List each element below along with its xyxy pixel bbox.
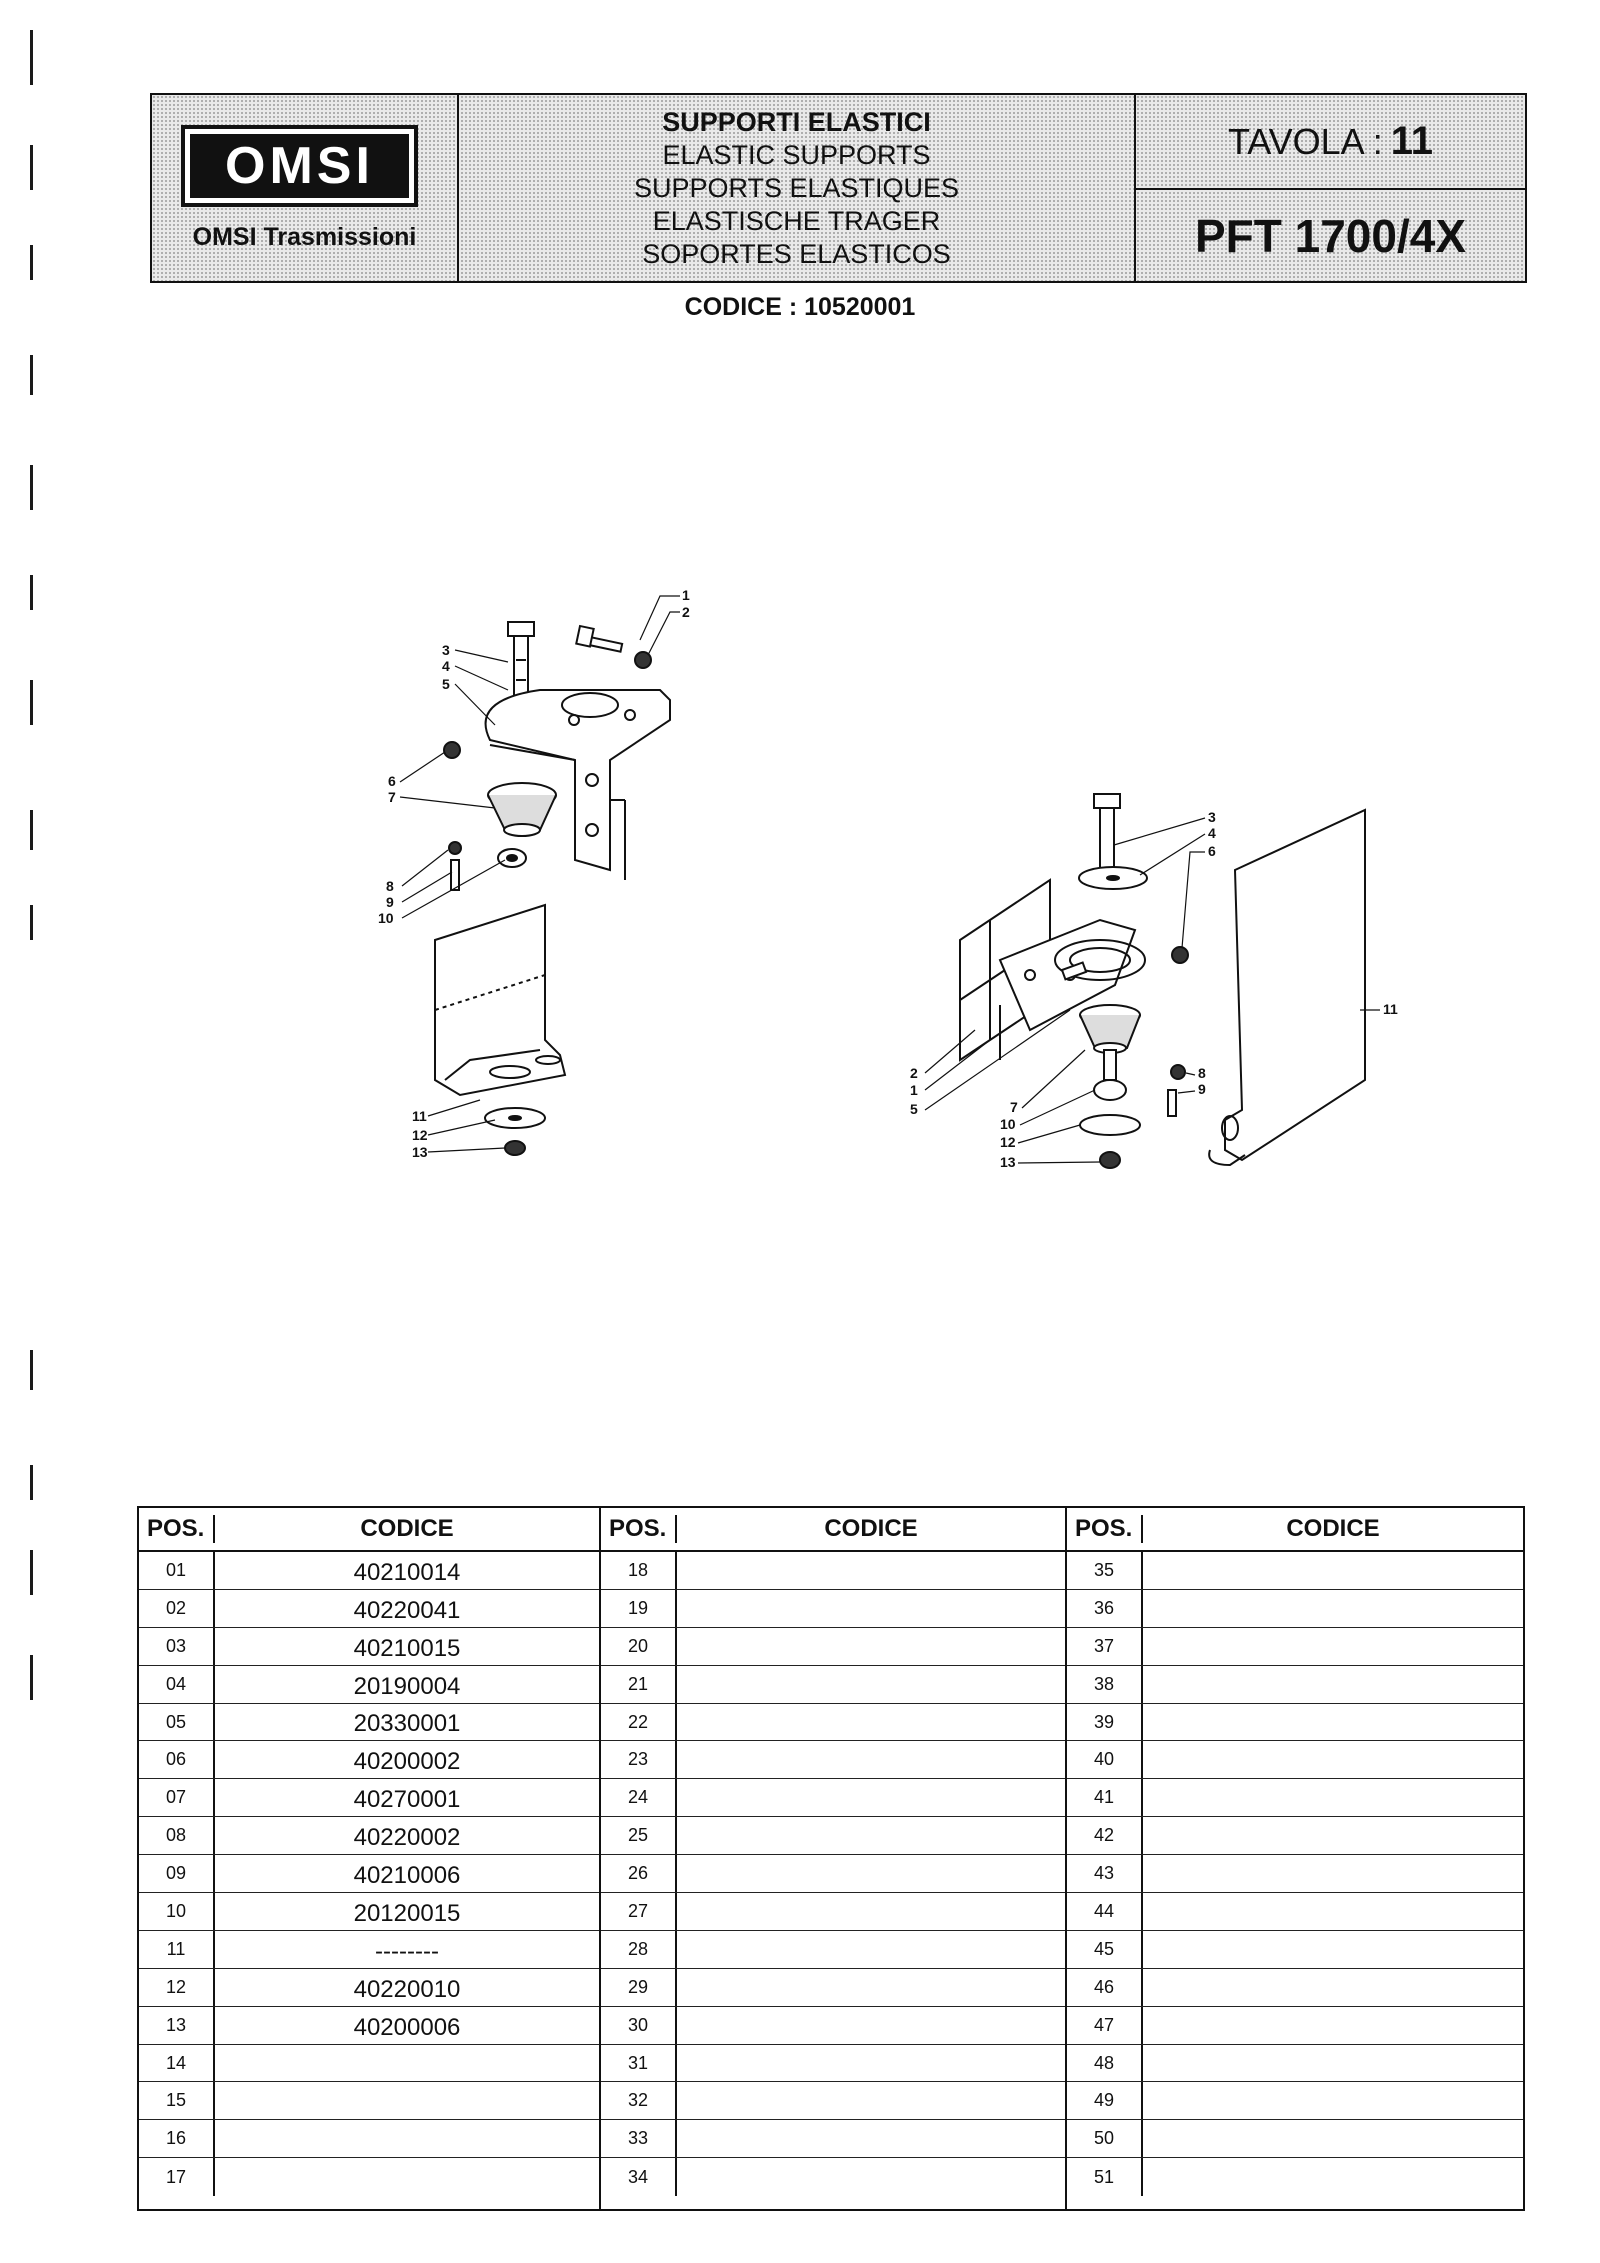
pos-cell: 43 bbox=[1067, 1855, 1143, 1892]
table-row bbox=[139, 1893, 599, 1931]
pos-cell: 37 bbox=[1067, 1628, 1143, 1665]
table-row bbox=[1067, 1779, 1523, 1817]
callout-label: 10 bbox=[378, 910, 394, 926]
table-row bbox=[601, 1666, 1065, 1704]
code-cell bbox=[1143, 1779, 1523, 1816]
callout-label: 3 bbox=[1208, 809, 1216, 825]
title-english: ELASTIC SUPPORTS bbox=[662, 139, 931, 170]
code-cell bbox=[1143, 2158, 1523, 2196]
plate-value: 11 bbox=[1390, 119, 1434, 163]
table-row bbox=[1067, 2158, 1523, 2196]
callout-label: 12 bbox=[1000, 1134, 1016, 1150]
code-cell bbox=[215, 2158, 599, 2196]
table-row bbox=[1067, 2045, 1523, 2083]
company-name: OMSI Trasmissioni bbox=[192, 223, 417, 251]
pos-cell: 33 bbox=[601, 2120, 677, 2157]
pos-cell: 13 bbox=[139, 2007, 215, 2044]
pos-cell: 35 bbox=[1067, 1552, 1143, 1589]
table-row bbox=[601, 1628, 1065, 1666]
code-cell bbox=[677, 1628, 1065, 1665]
code-cell bbox=[677, 1855, 1065, 1892]
code-cell bbox=[1143, 1893, 1523, 1930]
code-cell bbox=[1143, 2045, 1523, 2082]
code-cell bbox=[677, 1666, 1065, 1703]
title-italian: SUPPORTI ELASTICI bbox=[662, 106, 931, 137]
pos-cell: 16 bbox=[139, 2120, 215, 2157]
code-cell bbox=[677, 1552, 1065, 1589]
table-row bbox=[1067, 1969, 1523, 2007]
table-row bbox=[139, 1855, 599, 1893]
table-row bbox=[601, 1704, 1065, 1742]
callout-label: 7 bbox=[1010, 1099, 1018, 1115]
code-header: CODICE bbox=[360, 1515, 454, 1542]
code-cell bbox=[1143, 1628, 1523, 1665]
code-header: CODICE bbox=[824, 1515, 918, 1542]
pos-cell: 24 bbox=[601, 1779, 677, 1816]
table-row bbox=[601, 1969, 1065, 2007]
table-row bbox=[601, 1779, 1065, 1817]
pos-cell: 09 bbox=[139, 1855, 215, 1892]
pos-cell: 12 bbox=[139, 1969, 215, 2006]
code-cell bbox=[677, 2158, 1065, 2196]
table-header bbox=[1067, 1508, 1523, 1552]
table-header bbox=[139, 1508, 599, 1552]
pos-cell: 40 bbox=[1067, 1741, 1143, 1778]
table-row bbox=[139, 1931, 599, 1969]
pos-cell: 25 bbox=[601, 1817, 677, 1854]
table-row bbox=[1067, 1628, 1523, 1666]
code-cell bbox=[1143, 1704, 1523, 1741]
code-cell bbox=[1143, 2120, 1523, 2157]
logo-text: OMSI bbox=[190, 134, 409, 198]
callout-label: 13 bbox=[1000, 1154, 1016, 1170]
table-row bbox=[601, 2082, 1065, 2120]
pos-cell: 03 bbox=[139, 1628, 215, 1665]
code-cell bbox=[1143, 1817, 1523, 1854]
code-cell bbox=[215, 2120, 599, 2157]
code-cell: 40220041 bbox=[353, 1596, 461, 1624]
callout-label: 3 bbox=[442, 642, 450, 658]
table-row bbox=[1067, 1552, 1523, 1590]
code-cell bbox=[677, 1704, 1065, 1741]
code-cell bbox=[1143, 1931, 1523, 1968]
pos-cell: 11 bbox=[139, 1931, 215, 1968]
pos-cell: 10 bbox=[139, 1893, 215, 1930]
title-german: ELASTISCHE TRAGER bbox=[652, 205, 941, 236]
code-cell bbox=[677, 2120, 1065, 2157]
table-row bbox=[601, 1855, 1065, 1893]
callout-label: 4 bbox=[442, 658, 450, 674]
pos-cell: 21 bbox=[601, 1666, 677, 1703]
table-row bbox=[601, 1590, 1065, 1628]
code-cell bbox=[677, 1779, 1065, 1816]
code-cell: 40210014 bbox=[353, 1558, 461, 1586]
pos-cell: 29 bbox=[601, 1969, 677, 2006]
pos-cell: 04 bbox=[139, 1666, 215, 1703]
code-cell bbox=[677, 1969, 1065, 2006]
table-row bbox=[601, 1817, 1065, 1855]
pos-cell: 45 bbox=[1067, 1931, 1143, 1968]
pos-cell: 31 bbox=[601, 2045, 677, 2082]
pos-cell: 46 bbox=[1067, 1969, 1143, 2006]
callout-label: 13 bbox=[412, 1144, 428, 1160]
pos-cell: 36 bbox=[1067, 1590, 1143, 1627]
table-row bbox=[601, 2120, 1065, 2158]
callout-label: 6 bbox=[1208, 843, 1216, 859]
pos-cell: 28 bbox=[601, 1931, 677, 1968]
pos-cell: 30 bbox=[601, 2007, 677, 2044]
pos-header: POS. bbox=[1067, 1515, 1143, 1543]
plate-label: TAVOLA : bbox=[1227, 120, 1383, 162]
pos-cell: 20 bbox=[601, 1628, 677, 1665]
table-row bbox=[1067, 2082, 1523, 2120]
pos-header: POS. bbox=[139, 1515, 215, 1543]
parts-column bbox=[1067, 1508, 1523, 2209]
callout-label: 2 bbox=[682, 604, 690, 620]
table-row bbox=[601, 2007, 1065, 2045]
pos-cell: 47 bbox=[1067, 2007, 1143, 2044]
table-header bbox=[601, 1508, 1065, 1552]
table-row bbox=[601, 1893, 1065, 1931]
scan-mark bbox=[30, 1350, 33, 1390]
code-cell bbox=[677, 2082, 1065, 2119]
pos-cell: 19 bbox=[601, 1590, 677, 1627]
callout-label: 5 bbox=[910, 1101, 918, 1117]
table-row bbox=[139, 2082, 599, 2120]
table-row bbox=[1067, 2120, 1523, 2158]
callout-label: 7 bbox=[388, 789, 396, 805]
code-cell bbox=[677, 1741, 1065, 1778]
pos-cell: 39 bbox=[1067, 1704, 1143, 1741]
callout-label: 10 bbox=[1000, 1116, 1016, 1132]
table-row bbox=[1067, 2007, 1523, 2045]
table-row bbox=[601, 2158, 1065, 2196]
code-cell bbox=[677, 1893, 1065, 1930]
code-cell: 40220002 bbox=[353, 1824, 461, 1852]
table-row bbox=[139, 2158, 599, 2196]
scan-mark bbox=[30, 1550, 33, 1595]
callout-label: 6 bbox=[388, 773, 396, 789]
table-row bbox=[139, 1704, 599, 1742]
pos-cell: 15 bbox=[139, 2082, 215, 2119]
callout-label: 9 bbox=[386, 894, 394, 910]
table-row bbox=[139, 1779, 599, 1817]
callout-label: 4 bbox=[1208, 825, 1216, 841]
code-cell: 20330001 bbox=[353, 1710, 461, 1738]
pos-cell: 07 bbox=[139, 1779, 215, 1816]
code-cell bbox=[1143, 1590, 1523, 1627]
table-row bbox=[139, 1969, 599, 2007]
pos-cell: 05 bbox=[139, 1704, 215, 1741]
pos-cell: 49 bbox=[1067, 2082, 1143, 2119]
pos-cell: 48 bbox=[1067, 2045, 1143, 2082]
table-row bbox=[139, 1628, 599, 1666]
callout-label: 2 bbox=[910, 1065, 918, 1081]
table-row bbox=[601, 1931, 1065, 1969]
callout-label: 8 bbox=[1198, 1065, 1206, 1081]
pos-cell: 22 bbox=[601, 1704, 677, 1741]
code-cell bbox=[677, 1590, 1065, 1627]
code-cell bbox=[1143, 2007, 1523, 2044]
table-row bbox=[601, 1741, 1065, 1779]
table-row bbox=[1067, 1931, 1523, 1969]
table-row bbox=[1067, 1855, 1523, 1893]
table-row bbox=[1067, 1817, 1523, 1855]
table-row bbox=[139, 2045, 599, 2083]
left-assembly bbox=[435, 622, 670, 1155]
callout-label: 5 bbox=[442, 676, 450, 692]
code-cell bbox=[1143, 1741, 1523, 1778]
table-row bbox=[1067, 1590, 1523, 1628]
pos-cell: 08 bbox=[139, 1817, 215, 1854]
code-cell: 20120015 bbox=[353, 1899, 461, 1927]
table-row bbox=[139, 2007, 599, 2045]
table-row bbox=[139, 1817, 599, 1855]
table-row bbox=[139, 1590, 599, 1628]
pos-cell: 27 bbox=[601, 1893, 677, 1930]
code-cell: 20190004 bbox=[353, 1672, 461, 1700]
pos-cell: 06 bbox=[139, 1741, 215, 1778]
table-row bbox=[139, 1741, 599, 1779]
table-row bbox=[1067, 1704, 1523, 1742]
code-cell bbox=[677, 2007, 1065, 2044]
pos-cell: 41 bbox=[1067, 1779, 1143, 1816]
pos-cell: 17 bbox=[139, 2158, 215, 2196]
callout-label: 1 bbox=[910, 1082, 918, 1098]
pos-cell: 51 bbox=[1067, 2158, 1143, 2196]
code-cell bbox=[1143, 1855, 1523, 1892]
table-row bbox=[139, 1666, 599, 1704]
right-assembly bbox=[960, 794, 1365, 1168]
code-cell bbox=[1143, 2082, 1523, 2119]
pos-cell: 14 bbox=[139, 2045, 215, 2082]
code-cell bbox=[677, 2045, 1065, 2082]
code-cell bbox=[677, 1931, 1065, 1968]
callout-label: 11 bbox=[412, 1108, 427, 1124]
table-row bbox=[139, 2120, 599, 2158]
code-cell: 40200006 bbox=[353, 2013, 461, 2041]
table-row bbox=[1067, 1893, 1523, 1931]
code-cell bbox=[1143, 1666, 1523, 1703]
code-cell bbox=[1143, 1552, 1523, 1589]
pos-cell: 01 bbox=[139, 1552, 215, 1589]
callout-label: 1 bbox=[682, 587, 690, 603]
pos-header: POS. bbox=[601, 1515, 677, 1543]
callout-label: 12 bbox=[412, 1127, 428, 1143]
title-spanish: SOPORTES ELASTICOS bbox=[642, 238, 951, 269]
code-cell: 40210015 bbox=[353, 1634, 461, 1662]
pos-cell: 32 bbox=[601, 2082, 677, 2119]
pos-cell: 26 bbox=[601, 1855, 677, 1892]
table-row bbox=[601, 2045, 1065, 2083]
code-header: CODICE bbox=[1286, 1515, 1380, 1542]
code-cell bbox=[215, 2045, 599, 2082]
title-french: SUPPORTS ELASTIQUES bbox=[633, 172, 960, 203]
scan-mark bbox=[30, 1655, 33, 1700]
pos-cell: 02 bbox=[139, 1590, 215, 1627]
parts-column bbox=[139, 1508, 601, 2209]
pos-cell: 38 bbox=[1067, 1666, 1143, 1703]
parts-table bbox=[137, 1506, 1525, 2211]
model-name: PFT 1700/4X bbox=[1194, 209, 1467, 262]
code-cell: 40200002 bbox=[353, 1748, 461, 1776]
table-row bbox=[139, 1552, 599, 1590]
table-row bbox=[1067, 1741, 1523, 1779]
pos-cell: 50 bbox=[1067, 2120, 1143, 2157]
table-row bbox=[601, 1552, 1065, 1590]
pos-cell: 18 bbox=[601, 1552, 677, 1589]
code-cell bbox=[677, 1817, 1065, 1854]
assembly-code: CODICE : 10520001 bbox=[684, 293, 916, 321]
scan-mark bbox=[30, 1465, 33, 1500]
pos-cell: 44 bbox=[1067, 1893, 1143, 1930]
pos-cell: 34 bbox=[601, 2158, 677, 2196]
code-cell: 40210006 bbox=[353, 1862, 461, 1890]
parts-column bbox=[601, 1508, 1067, 2209]
pos-cell: 42 bbox=[1067, 1817, 1143, 1854]
code-cell: -------- bbox=[375, 1937, 439, 1965]
callout-label: 11 bbox=[1383, 1001, 1398, 1017]
code-cell: 40220010 bbox=[353, 1975, 461, 2003]
code-cell: 40270001 bbox=[353, 1786, 461, 1814]
pos-cell: 23 bbox=[601, 1741, 677, 1778]
table-row bbox=[1067, 1666, 1523, 1704]
code-cell bbox=[1143, 1969, 1523, 2006]
callout-label: 9 bbox=[1198, 1081, 1206, 1097]
callout-label: 8 bbox=[386, 878, 394, 894]
code-cell bbox=[215, 2082, 599, 2119]
